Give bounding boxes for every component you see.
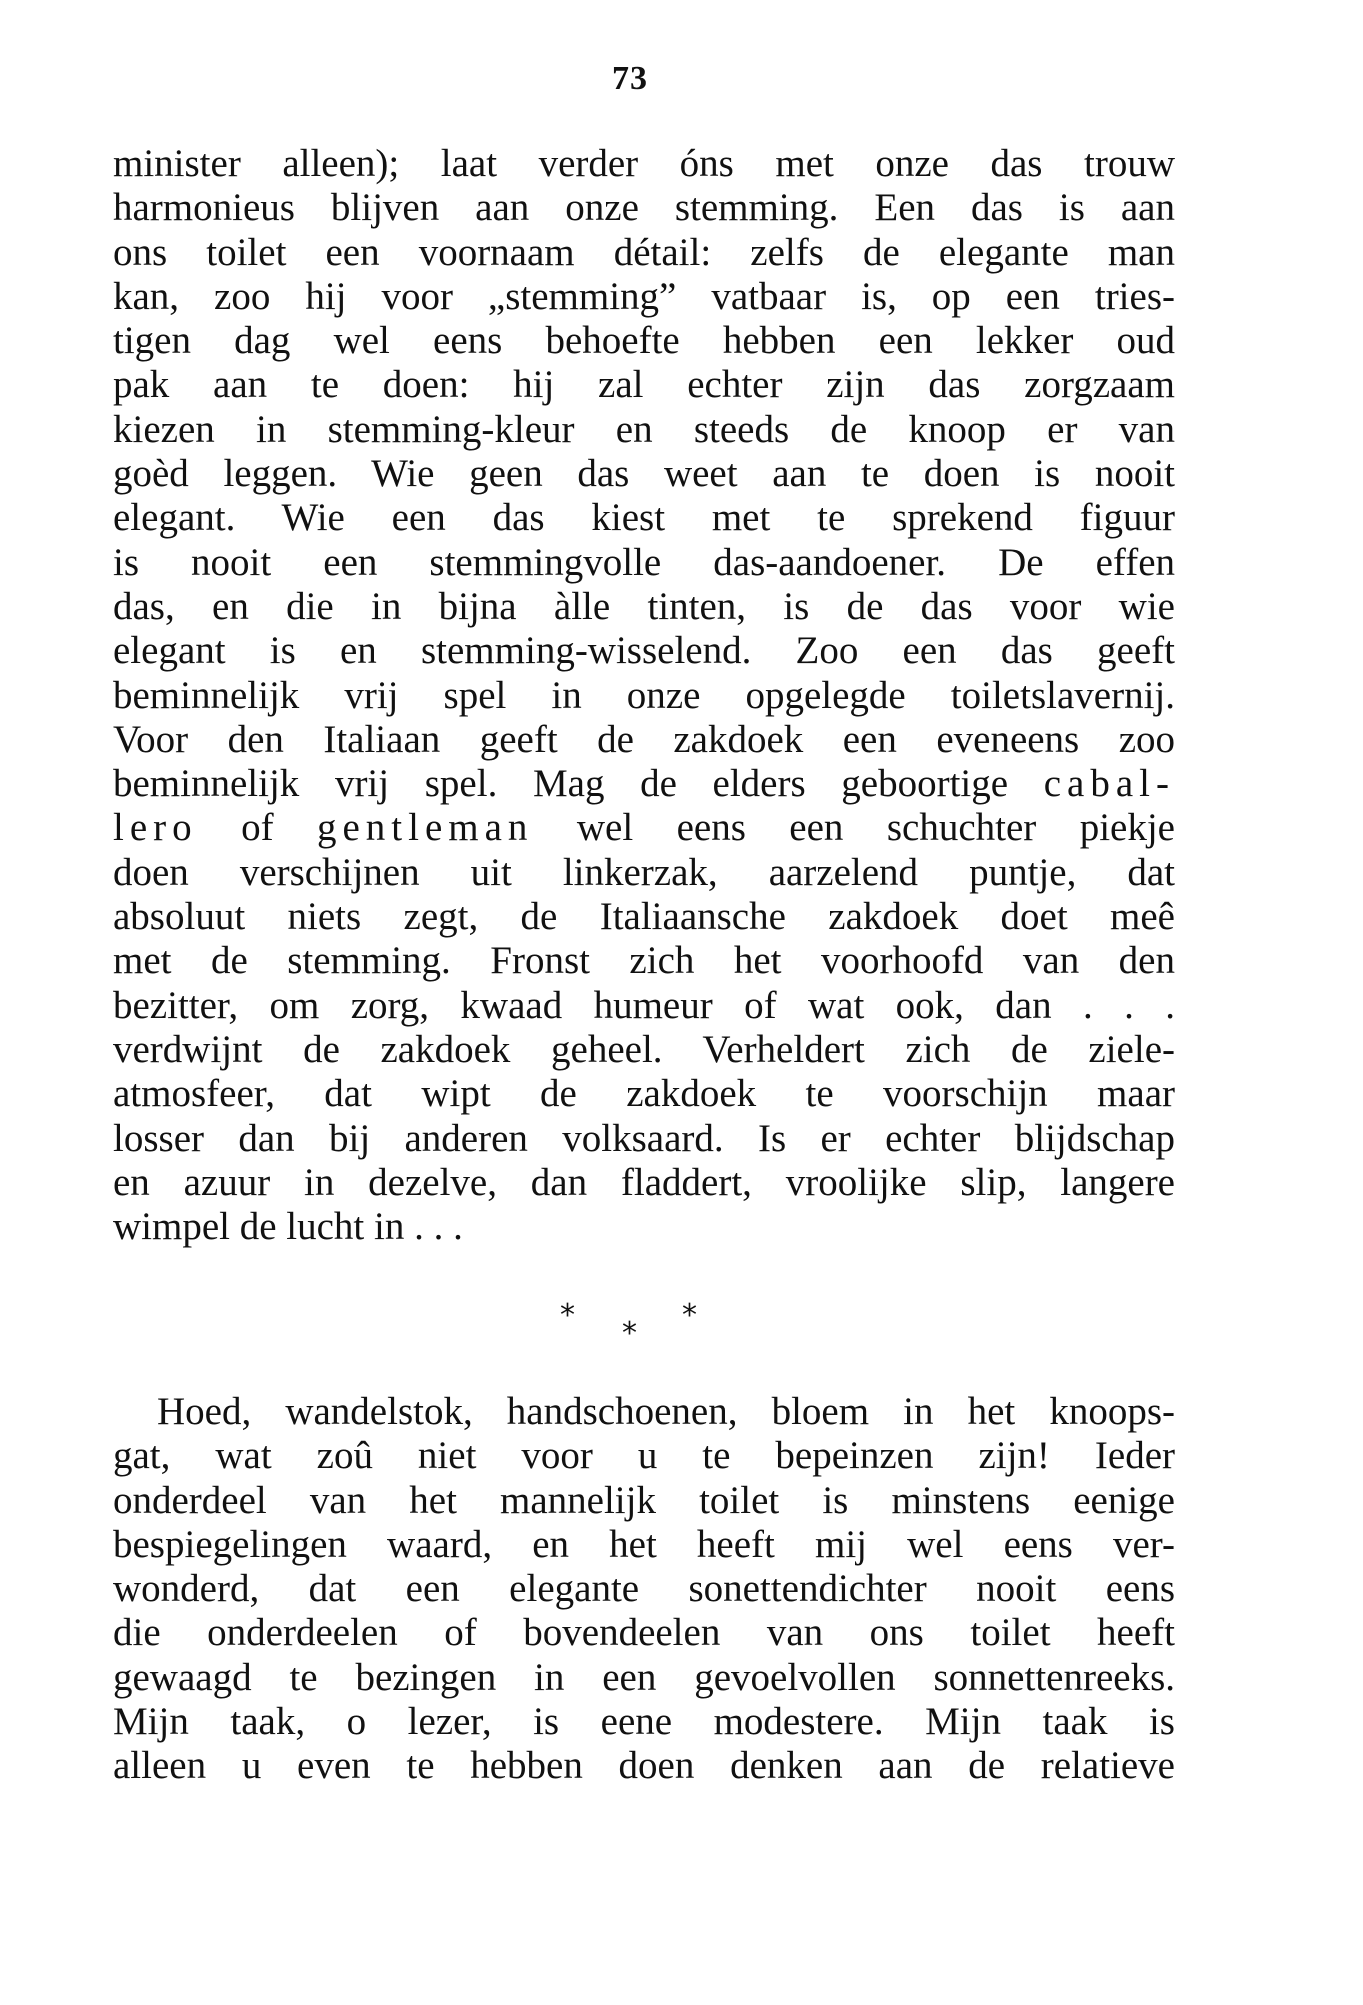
text-fragment: beminnelijk vrij spel. Mag de elders geboortige [113, 762, 1044, 806]
text-line: absoluut niets zegt, de Italiaansche zakdoek doet meê [113, 895, 1175, 939]
asterisk: * [622, 1316, 637, 1351]
text-line: kiezen in stemming-kleur en steeds de knoop er van [113, 407, 1175, 451]
text-line: elegant is en stemming-wisselend. Zoo een das geeft [113, 629, 1175, 673]
text-line: beminnelijk vrij spel in onze opgelegde toiletslavernij. [113, 673, 1175, 717]
text-line: kan, zoo hij voor „stemming” vatbaar is, op een tries- [113, 274, 1175, 318]
text-line: bespiegelingen waard, en het heeft mij wel eens ver- [113, 1522, 1175, 1566]
section-separator [560, 1298, 720, 1358]
text-line: wimpel de lucht in . . . [113, 1205, 463, 1249]
spaced-word-caballero: cabal- [1043, 762, 1175, 806]
spaced-word-lero: lero [113, 806, 198, 850]
text-line: alleen u even te hebben doen denken aan de relatieve [113, 1744, 1175, 1788]
text-line: Hoed, wandelstok, handschoenen, bloem in het knoops- [157, 1390, 1175, 1433]
text-line: Voor den Italiaan geeft de zakdoek een eveneens zoo [113, 717, 1175, 761]
text-line: is nooit een stemmingvolle das-aandoener. De effen [113, 540, 1175, 584]
asterisk: * [682, 1298, 697, 1333]
text-line: losser dan bij anderen volksaard. Is er echter blijdschap [113, 1116, 1175, 1160]
text-line: atmosfeer, dat wipt de zakdoek te voorschijn maar [113, 1072, 1175, 1116]
text-line: gat, wat zoû niet voor u te bepeinzen zijn! Ieder [113, 1434, 1175, 1478]
text-line: onderdeel van het mannelijk toilet is minstens eenige [113, 1478, 1175, 1522]
text-line: Mijn taak, o lezer, is eene modestere. Mijn taak is [113, 1700, 1175, 1744]
text-line: doen verschijnen uit linkerzak, aarzelend puntje, dat [113, 850, 1175, 894]
text-line: bezitter, om zorg, kwaad humeur of wat ook, dan . . . [113, 983, 1175, 1027]
text-fragment: wel eens een schuchter piekje [533, 806, 1175, 850]
text-line: met de stemming. Fronst zich het voorhoofd van den [113, 939, 1175, 983]
paragraph-1 [113, 142, 1175, 1249]
text-line: minister alleen); laat verder óns met onze das trouw [113, 142, 1175, 185]
text-line: pak aan te doen: hij zal echter zijn das zorgzaam [113, 363, 1175, 407]
text-line: harmonieus blijven aan onze stemming. Een das is aan [113, 186, 1175, 230]
text-line: elegant. Wie een das kiest met te sprekend figuur [113, 496, 1175, 540]
text-line [113, 806, 1175, 850]
text-line: ons toilet een voornaam détail: zelfs de elegante man [113, 230, 1175, 274]
spaced-word-gentleman: gentleman [316, 806, 534, 850]
text-line: wonderd, dat een elegante sonettendichter nooit eens [113, 1567, 1175, 1611]
text-line: die onderdeelen of bovendeelen van ons toilet heeft [113, 1611, 1175, 1655]
text-line: das, en die in bijna àlle tinten, is de das voor wie [113, 584, 1175, 628]
text-line: goèd leggen. Wie geen das weet aan te doen is nooit [113, 452, 1175, 496]
text-line: verdwijnt de zakdoek geheel. Verheldert zich de ziele- [113, 1027, 1175, 1071]
asterisk: * [560, 1298, 575, 1333]
text-line: tigen dag wel eens behoefte hebben een lekker oud [113, 319, 1175, 363]
page-number: 73 [612, 60, 648, 97]
text-line: en azuur in dezelve, dan fladdert, vroolijke slip, langere [113, 1160, 1175, 1204]
paragraph-2 [113, 1390, 1175, 1789]
text-line: gewaagd te bezingen in een gevoelvollen sonnettenreeks. [113, 1655, 1175, 1699]
text-fragment: of [197, 806, 317, 850]
text-line [113, 762, 1175, 806]
